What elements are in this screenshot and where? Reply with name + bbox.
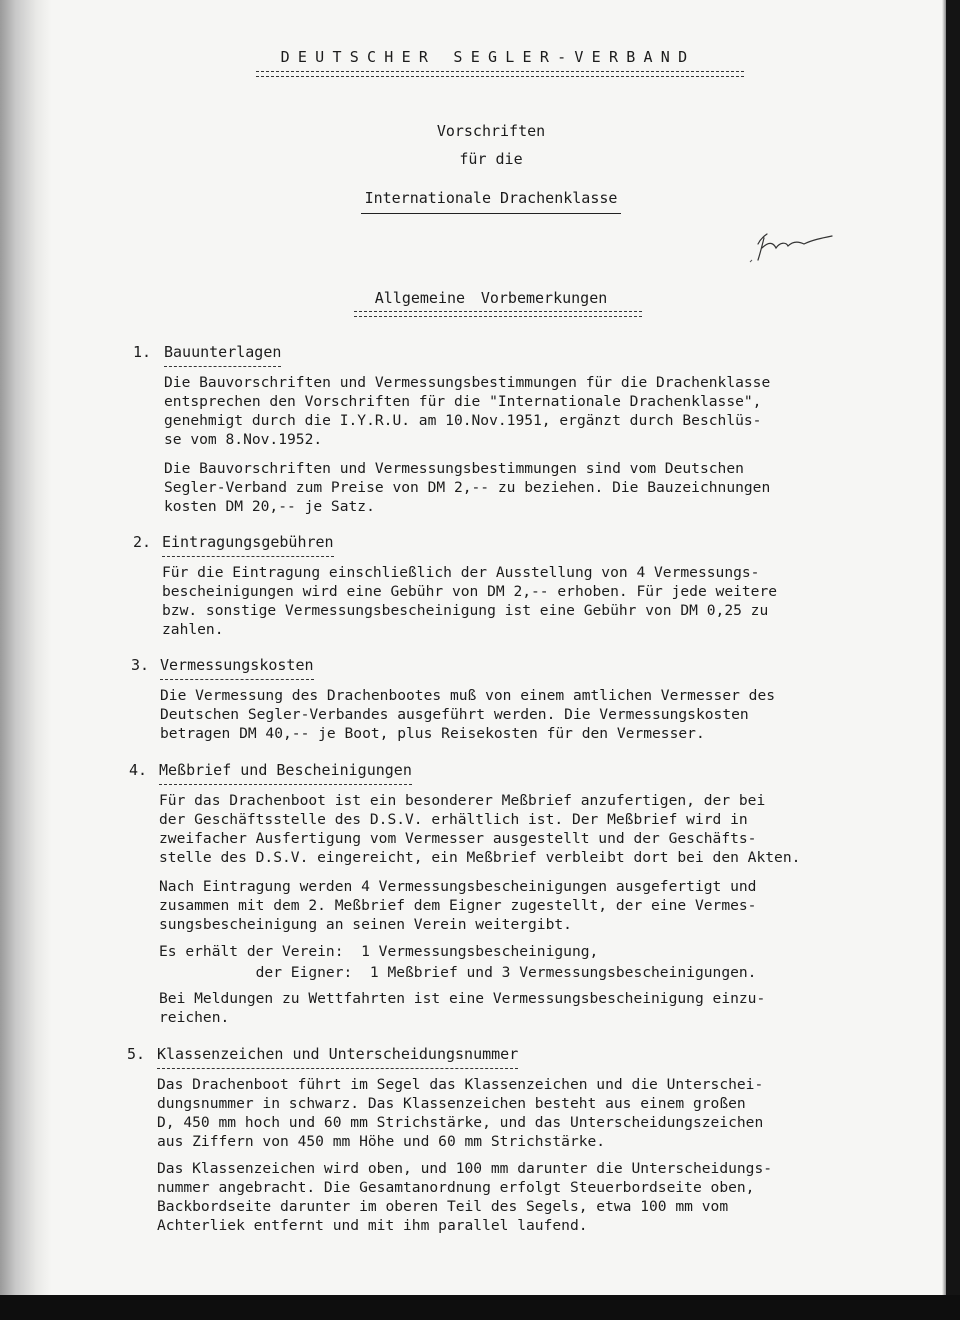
text-line: Die Bauvorschriften und Vermessungsbestimmungen sind vom Deutschen — [164, 460, 744, 477]
section-4-recipients-list — [159, 941, 756, 983]
section-5-paragraph-1 — [157, 1075, 763, 1151]
section-4-closing-paragraph — [159, 989, 765, 1027]
subheading-double-underline — [354, 311, 642, 317]
document-title-line1: Vorschriften — [436, 122, 546, 140]
text-line: entsprechen den Vorschriften für die "Internationale Drachenklasse", — [164, 393, 762, 410]
section-5-title: Klassenzeichen und Unterscheidungsnummer — [157, 1045, 518, 1069]
section-1-paragraph-1 — [164, 373, 770, 449]
section-1-paragraph-2 — [164, 459, 770, 516]
organization-header: DEUTSCHER SEGLER-VERBAND — [280, 48, 696, 66]
section-4-paragraph-2 — [159, 877, 756, 934]
text-line: Backbordseite darunter im oberen Teil des Segels, etwa 100 mm vom — [157, 1198, 729, 1215]
text-line: D, 450 mm hoch und 60 mm Strichstärke, und das Unterscheidungszeichen — [157, 1114, 764, 1131]
text-line: Achterliek entfernt und mit ihm parallel laufend. — [157, 1217, 588, 1234]
text-line: reichen. — [159, 1009, 230, 1026]
text-line: genehmigt durch die I.Y.R.U. am 10.Nov.1951, ergänzt durch Beschlüs- — [164, 412, 762, 429]
text-line: Segler-Verband zum Preise von DM 2,-- zu beziehen. Die Bauzeichnungen — [164, 479, 771, 496]
handwritten-initials-signature — [740, 218, 850, 268]
section-5-number: 5. — [127, 1045, 146, 1063]
text-line: nummer angebracht. Die Gesamtanordnung erfolgt Steuerbordseite oben, — [157, 1179, 755, 1196]
text-line: kosten DM 20,-- je Satz. — [164, 498, 375, 515]
text-line: stelle des D.S.V. eingereicht, ein Meßbrief verbleibt dort bei den Akten. — [159, 849, 801, 866]
text-line: betragen DM 40,-- je Boot, plus Reisekosten für den Vermesser. — [160, 725, 705, 742]
text-line: Nach Eintragung werden 4 Vermessungsbescheinigungen ausgefertigt und — [159, 878, 757, 895]
section-1-number: 1. — [133, 343, 152, 361]
section-5-paragraph-2 — [157, 1159, 772, 1235]
text-line: Deutschen Segler-Verbandes ausgeführt werden. Die Vermessungskosten — [160, 706, 749, 723]
text-line: der Geschäftsstelle des D.S.V. erhältlich ist. Der Meßbrief wird in — [159, 811, 748, 828]
document-title-line3 — [0, 189, 946, 214]
section-2-paragraph-1 — [162, 563, 777, 639]
text-line: Für die Eintragung einschließlich der Ausstellung von 4 Vermessungs- — [162, 564, 760, 581]
section-3-number: 3. — [131, 656, 150, 674]
section-2-number: 2. — [133, 533, 152, 551]
text-line: Das Drachenboot führt im Segel das Klassenzeichen und die Unterschei- — [157, 1076, 764, 1093]
section-3-title: Vermessungskosten — [160, 656, 314, 680]
section-4-paragraph-1 — [159, 791, 800, 867]
text-line: Die Vermessung des Drachenbootes muß von einem amtlichen Vermesser des — [160, 687, 776, 704]
recipient-line: Es erhält der Verein: 1 Vermessungsbescheinigung, — [159, 943, 599, 960]
text-line: se vom 8.Nov.1952. — [164, 431, 323, 448]
document-title-class-name: Internationale Drachenklasse — [361, 189, 622, 214]
section-1-title: Bauunterlagen — [164, 343, 281, 367]
section-3-paragraph-1 — [160, 686, 775, 743]
text-line: dungsnummer in schwarz. Das Klassenzeichen besteht aus einem großen — [157, 1095, 746, 1112]
text-line: Die Bauvorschriften und Vermessungsbestimmungen für die Drachenklasse — [164, 374, 771, 391]
text-line: sungsbescheinigung an seinen Verein weitergibt. — [159, 916, 572, 933]
text-line: zahlen. — [162, 621, 224, 638]
header-double-underline — [256, 71, 744, 77]
text-line: Für das Drachenboot ist ein besonderer Meßbrief anzufertigen, der bei — [159, 792, 766, 809]
text-line: bzw. sonstige Vermessungsbescheinigung ist eine Gebühr von DM 0,25 zu — [162, 602, 769, 619]
text-line: Das Klassenzeichen wird oben, und 100 mm darunter die Unterscheidungs- — [157, 1160, 773, 1177]
text-line: bescheinigungen wird eine Gebühr von DM 2,-- erhoben. Für jede weitere — [162, 583, 778, 600]
text-line: zusammen mit dem 2. Meßbrief dem Eigner zugestellt, der eine Vermes- — [159, 897, 757, 914]
text-line: zweifacher Ausfertigung vom Vermesser ausgestellt und der Geschäfts- — [159, 830, 757, 847]
text-line: Bei Meldungen zu Wettfahrten ist eine Vermessungsbescheinigung einzu- — [159, 990, 766, 1007]
section-2-title: Eintragungsgebühren — [162, 533, 334, 557]
document-title-line2: für die — [459, 150, 523, 168]
section-4-number: 4. — [129, 761, 148, 779]
general-remarks-heading: Allgemeine Vorbemerkungen — [374, 289, 608, 307]
scan-bottom-border — [0, 1295, 960, 1320]
section-4-title: Meßbrief und Bescheinigungen — [159, 761, 412, 785]
recipient-line: der Eigner: 1 Meßbrief und 3 Vermessungsbescheinigungen. — [159, 964, 757, 981]
text-line: aus Ziffern von 450 mm Höhe und 60 mm Strichstärke. — [157, 1133, 606, 1150]
